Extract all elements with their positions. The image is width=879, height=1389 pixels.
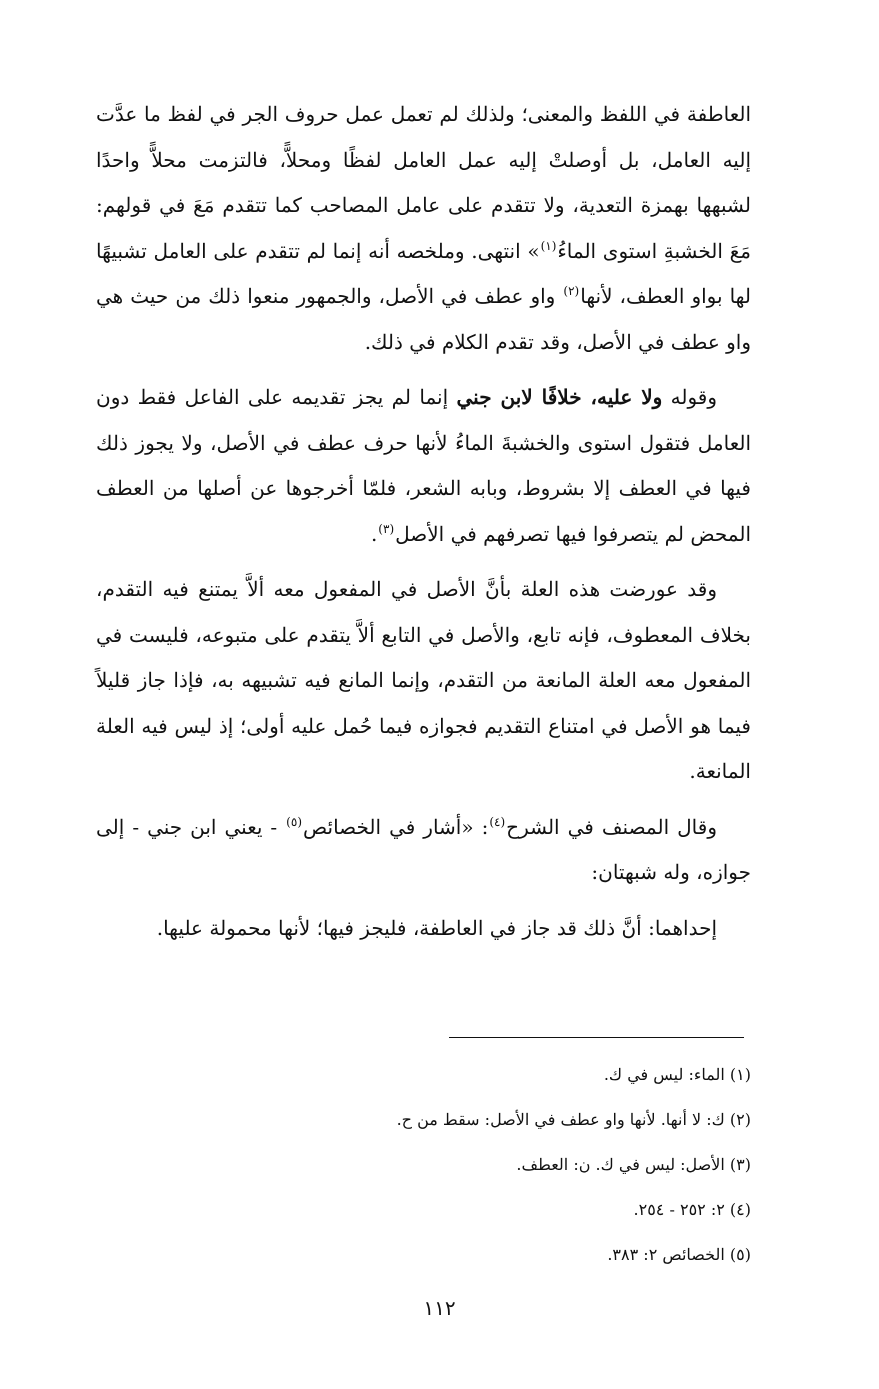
- footnote-2: (٢) ك: لا أنها. لأنها واو عطف في الأصل: سقط من ح.: [396, 1110, 751, 1129]
- paragraph-1: [96, 92, 751, 365]
- text-segment: العاطفة في اللفظ والمعنى؛ ولذلك لم تعمل عمل حروف الجر في لفظ ما عدَّت إليه العامل، بل أوصلتْ إليه عمل العامل لفظًا ومحلاًّ، فالتزمت محلاًّ واحدًا لشبهها بهمزة التعدية، ولا تتقدم على عامل المصاحب كما تتقدم مَعَ في قولهم: مَعَ الخشبةِ استوى الماءُ: [96, 102, 751, 263]
- text-segment: واو عطف في الأصل، والجمهور منعوا ذلك من حيث هي واو عطف في الأصل، وقد تقدم الكلام في ذلك.: [96, 284, 751, 354]
- footnote-1: (١) الماء: ليس في ك.: [603, 1065, 751, 1084]
- footnote-3: (٣) الأصل: ليس في ك. ن: العطف.: [516, 1155, 751, 1174]
- text-segment: : «أشار في الخصائص: [303, 814, 489, 839]
- footnotes: [96, 1052, 751, 1277]
- footnote-4: (٤) ٢: ٢٥٢ - ٢٥٤.: [633, 1200, 751, 1219]
- text-segment: إنما لم يجز تقديمه على الفاعل فقط دون العامل فتقول استوى والخشبةَ الماءُ لأنها حرف عطف في الأصل، ولا يجوز ذلك فيها في العطف إلا بشروط، وبابه الشعر، فلمّا أخرجوها عن أصلها من العطف المحض لم يتصرفوا فيها تصرفهم في الأصل: [96, 385, 751, 546]
- text-segment: وقوله: [662, 385, 717, 409]
- footnote-ref: (١): [540, 238, 557, 253]
- quoted-phrase: ولا عليه، خلافًا لابن جني: [456, 385, 663, 409]
- text-segment: .: [370, 521, 378, 546]
- text-segment: » انتهى. وملخصه أنه إنما لم تتقدم على العامل تشبيهًا لها بواو العطف، لأنها: [96, 238, 751, 308]
- footnote-ref: (٢): [563, 284, 580, 299]
- paragraph-2: [96, 375, 751, 557]
- footnote-ref: (٥): [286, 814, 302, 829]
- main-text: [96, 92, 751, 951]
- text-segment: وقال المصنف في الشرح: [506, 814, 717, 839]
- paragraph-4: [96, 805, 751, 896]
- footnote-separator: [449, 1037, 744, 1038]
- paragraph-3: وقد عورضت هذه العلة بأنَّ الأصل في المفعول معه ألاَّ يمتنع فيه التقدم، بخلاف المعطوف، فإنه تابع، والأصل في التابع ألاَّ يتقدم على متبوعه، فليست في المفعول معه العلة المانعة من التقدم، وإنما المانع فيه تشبيهه به، فإذا جاز قليلاً فيما هو الأصل في امتناع التقديم فجوازه فيما حُمل عليه أولى؛ إذ ليس فيه العلة المانعة.: [96, 577, 751, 783]
- page-number: ١١٢: [423, 1296, 456, 1320]
- paragraph-5: إحداهما: أنَّ ذلك قد جاز في العاطفة، فليجز فيها؛ لأنها محمولة عليها.: [156, 915, 717, 940]
- text-segment: - يعني ابن جني - إلى جوازه، وله شبهتان:: [96, 814, 751, 884]
- footnote-ref: (٣): [378, 521, 395, 536]
- footnote-5: (٥) الخصائص ٢: ٣٨٣.: [607, 1245, 751, 1264]
- footnote-ref: (٤): [489, 814, 506, 829]
